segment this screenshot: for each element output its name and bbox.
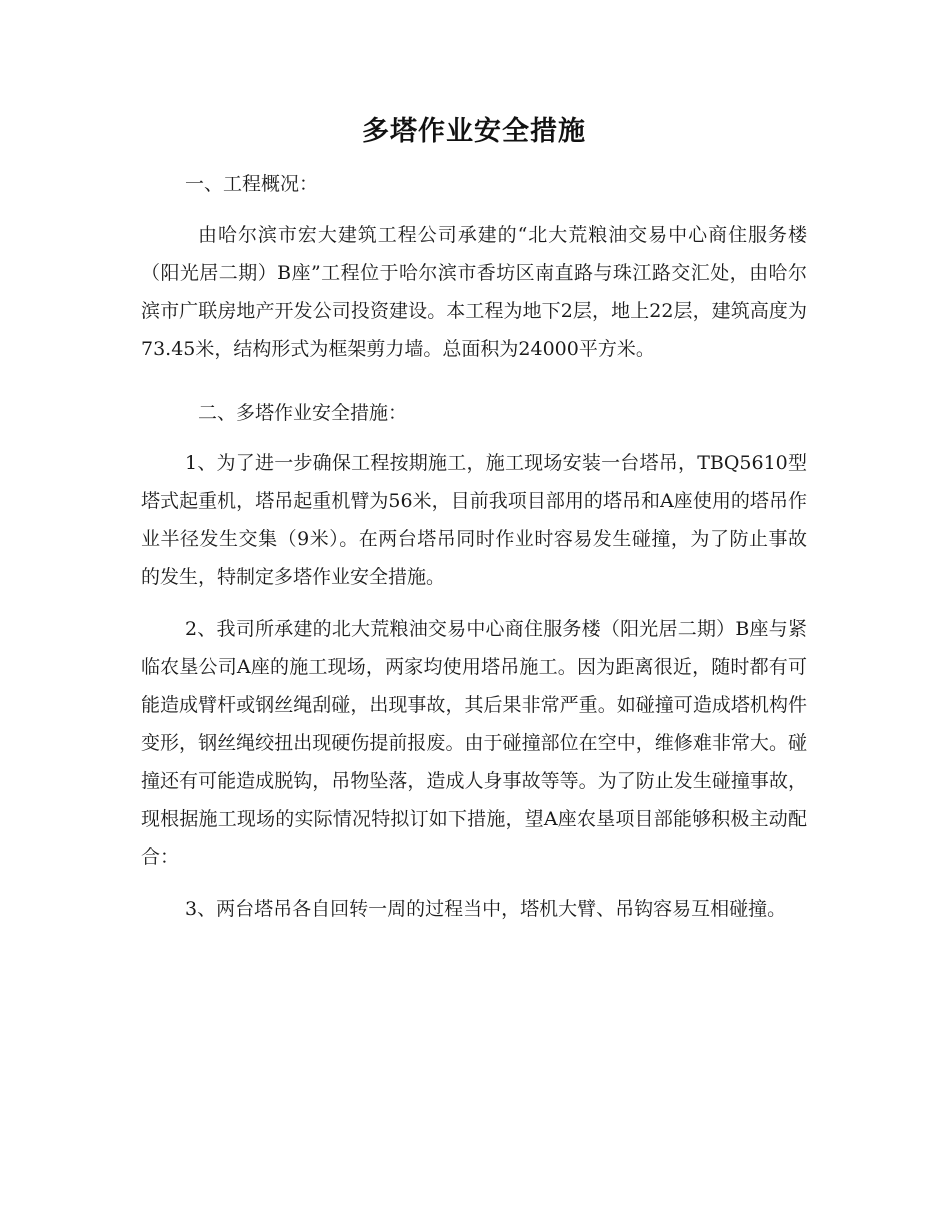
section-heading-safety-measures: 二、多塔作业安全措施： — [198, 402, 408, 424]
section-heading-overview: 一、工程概况： — [185, 173, 319, 195]
document-body — [141, 110, 807, 928]
document-title: 多塔作业安全措施 — [362, 116, 586, 147]
overview-paragraph: 由哈尔滨市宏大建筑工程公司承建的“北大荒粮油交易中心商住服务楼（阳光居二期）B座”工程位于哈尔滨市香坊区南直路与珠江路交汇处，由哈尔滨市广联房地产开发公司投资建设。本工程为地下2层，地上22层，建筑高度为73.45米，结构形式为框架剪力墙。总面积为24000平方米。 — [141, 224, 807, 360]
measure-item-1: 1、为了进一步确保工程按期施工，施工现场安装一台塔吊，TBQ5610型塔式起重机，塔吊起重机臂为56米，目前我项目部用的塔吊和A座使用的塔吊作业半径发生交集（9米）。在两台塔吊同时作业时容易发生碰撞，为了防止事故的发生，特制定多塔作业安全措施。 — [141, 452, 807, 588]
measure-item-3: 3、两台塔吊各自回转一周的过程当中，塔机大臂、吊钩容易互相碰撞。 — [185, 898, 787, 920]
measure-item-2: 2、我司所承建的北大荒粮油交易中心商住服务楼（阳光居二期）B座与紧临农垦公司A座的施工现场，两家均使用塔吊施工。因为距离很近，随时都有可能造成臂杆或钢丝绳刮碰，出现事故，其后果非常严重。如碰撞可造成塔机构件变形，钢丝绳绞扭出现硬伤提前报废。由于碰撞部位在空中，维修难非常大。碰撞还有可能造成脱钩，吊物坠落，造成人身事故等等。为了防止发生碰撞事故，现根据施工现场的实际情况特拟订如下措施，望A座农垦项目部能够积极主动配合： — [141, 618, 807, 868]
